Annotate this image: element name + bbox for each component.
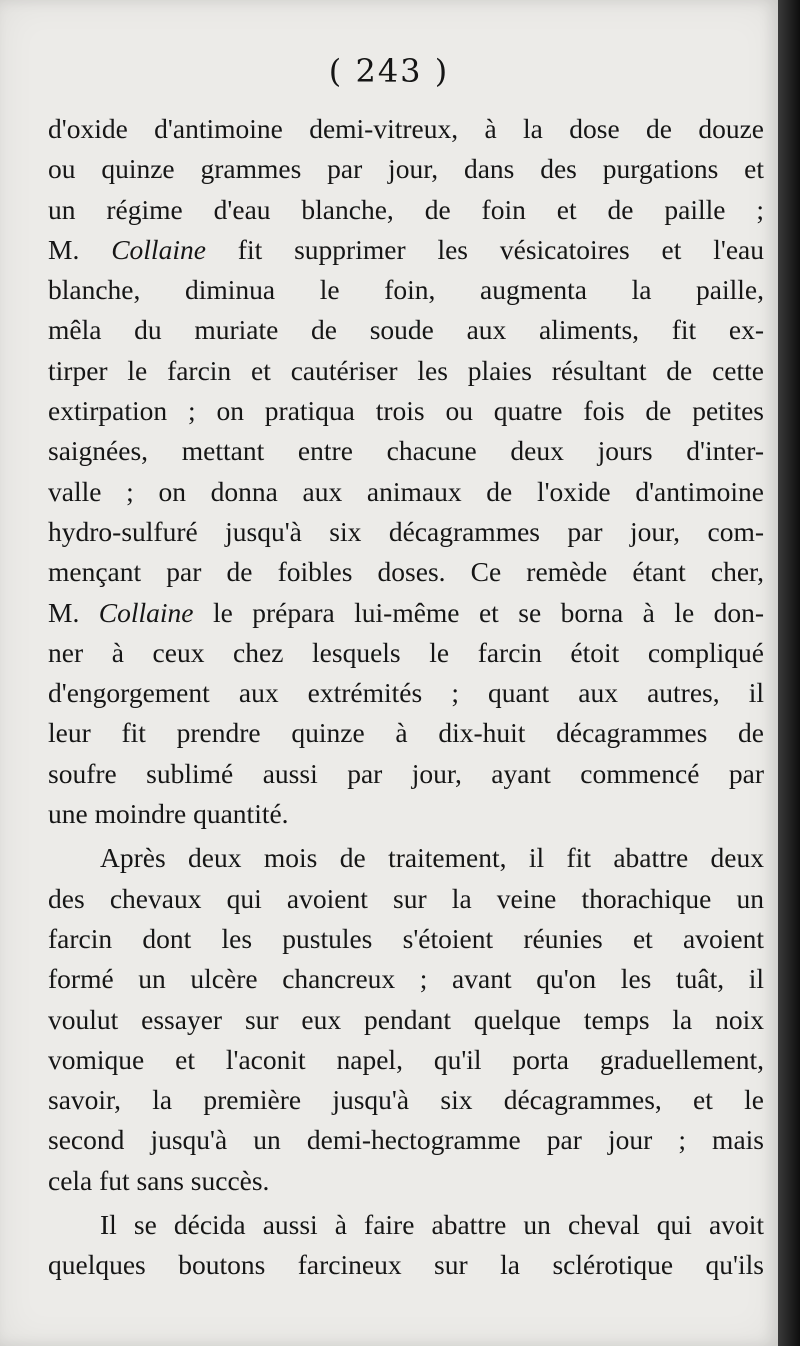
page-edge [778,0,800,1346]
text-line: d'oxide d'antimoine demi-vitreux, à la dose de douze [48,113,764,144]
text-line [48,230,764,270]
text-line: vomique et l'aconit napel, qu'il porta graduellement, [48,1043,764,1075]
text-segment: fit supprimer les vésicatoires et l'eau [205,233,765,265]
text-line: leur fit prendre quinze à dix-huit décagrammes de [48,717,764,749]
text-line: formé un ulcère chancreux ; avant qu'on les tuât, il [48,963,764,995]
text-line: une moindre quantité. [48,798,289,830]
text-line: second jusqu'à un demi-hectogramme par jour ; mais [48,1124,764,1156]
text-line: hydro-sulfuré jusqu'à six décagrammes par jour, com- [48,515,764,547]
text-line: voulut essayer sur eux pendant quelque temps la noix [48,1003,764,1035]
text-line: Après deux mois de traitement, il fit abattre deux [100,842,764,874]
text-line: mêla du muriate de soude aux aliments, fit ex- [48,314,764,346]
text-line: un régime d'eau blanche, de foin et de paille ; [48,193,764,225]
person-name: Collaine [111,233,206,265]
person-name: Collaine [98,596,194,628]
text-line: saignées, mettant entre chacune deux jours d'inter- [48,435,764,467]
text-line: d'engorgement aux extrémités ; quant aux autres, il [48,677,764,709]
text-line: cela fut sans succès. [48,1164,270,1196]
text-line: quelques boutons farcineux sur la sclérotique qu'ils [48,1249,764,1281]
text-line: extirpation ; on pratiqua trois ou quatre fois de petites [48,395,764,427]
text-line: savoir, la première jusqu'à six décagrammes, et le [48,1084,764,1116]
text-line: mençant par de foibles doses. Ce remède étant cher, [48,556,764,588]
text-segment: M. [48,596,99,628]
text-line: des chevaux qui avoient sur la veine thorachique un [48,882,764,914]
page-number: ( 243 ) [328,52,450,90]
text-line: Il se décida aussi à faire abattre un cheval qui avoit [100,1209,764,1241]
text-line: tirper le farcin et cautériser les plaies résultant de cette [48,354,764,386]
text-line: ner à ceux chez lesquels le farcin étoit compliqué [48,636,764,668]
text-line: soufre sublimé aussi par jour, ayant commencé par [48,757,764,789]
text-line: ou quinze grammes par jour, dans des purgations et [48,153,764,185]
text-line: valle ; on donna aux animaux de l'oxide d'antimoine [48,475,764,507]
text-segment: le prépara lui-même et se borna à le don- [193,596,764,628]
text-segment: M. [48,233,112,265]
body-text [48,109,764,1286]
text-line: farcin dont les pustules s'étoient réunies et avoient [48,922,764,954]
text-line: blanche, diminua le foin, augmenta la paille, [48,274,764,306]
text-line [48,593,764,633]
